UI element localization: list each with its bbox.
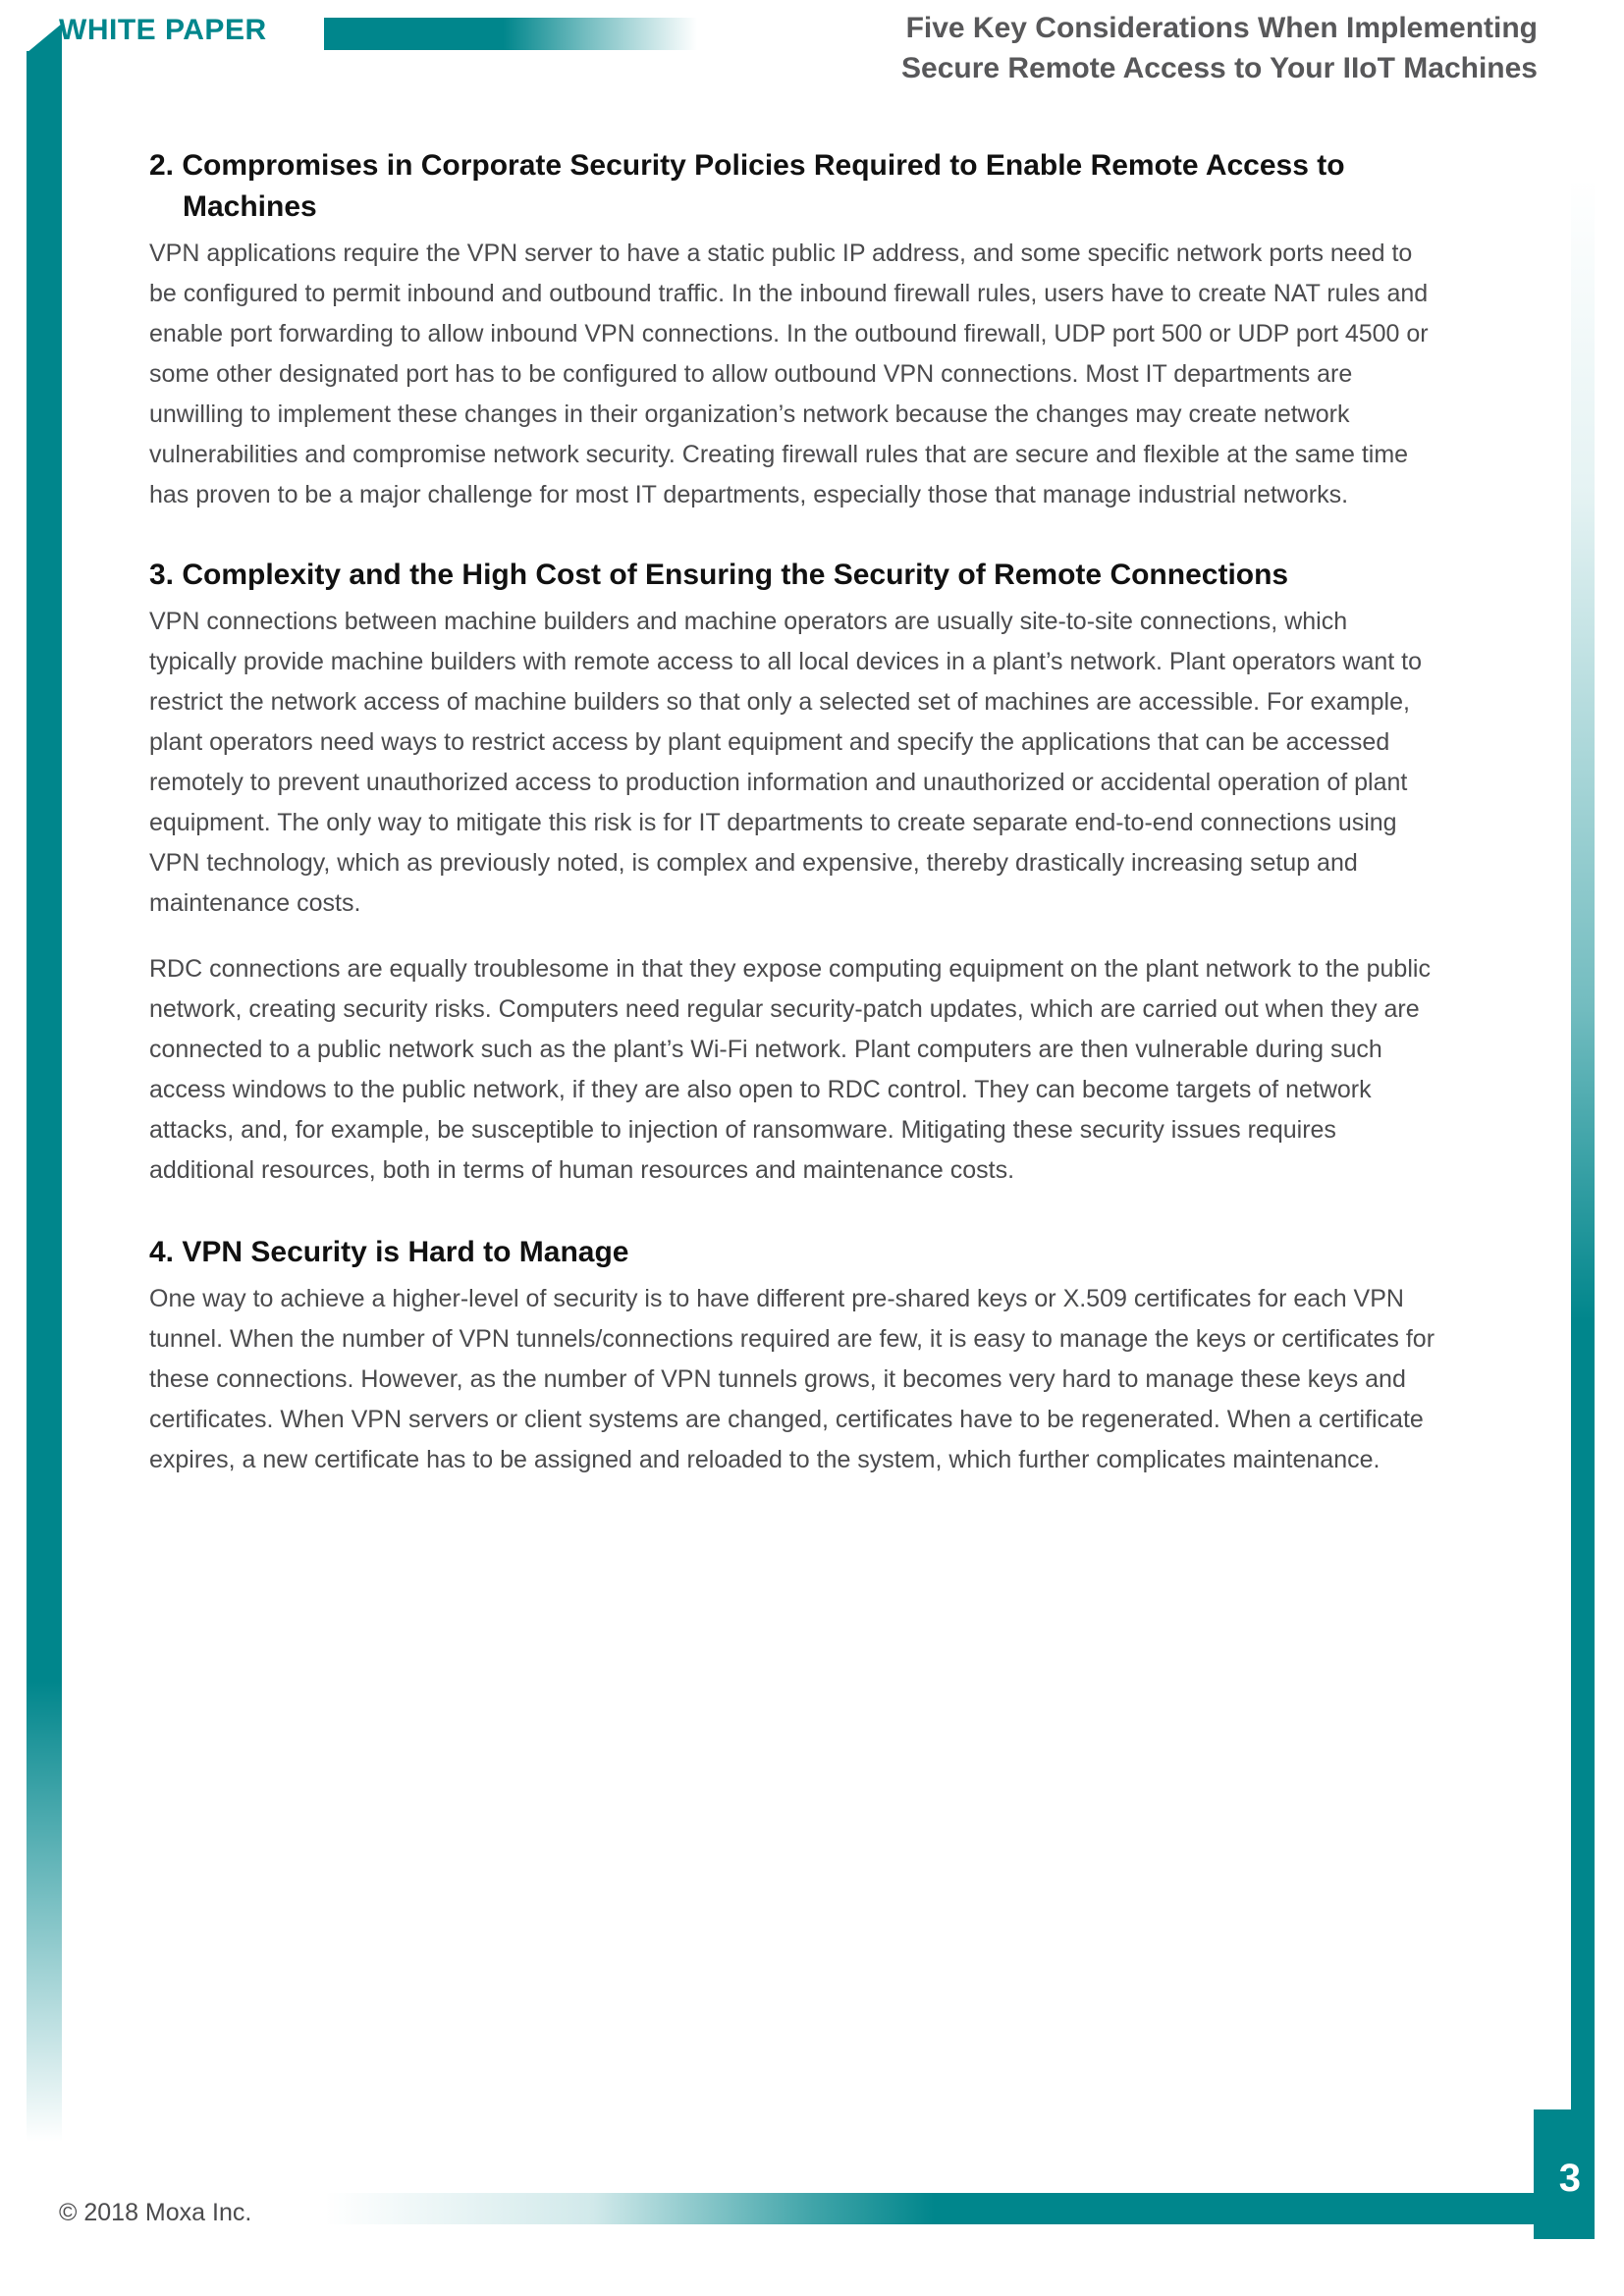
footer-accent-bar [324,2193,1545,2224]
right-accent-bar [1571,177,1595,2150]
section-heading-3: 3. Complexity and the High Cost of Ensuring the Security of Remote Connections [149,559,1289,591]
copyright-text: © 2018 Moxa Inc. [59,2199,252,2226]
white-paper-accent-bar [324,18,697,50]
section-heading-2: 2. Compromises in Corporate Security Policies Required to Enable Remote Access to Machines [149,149,1345,223]
section-heading-4: 4. VPN Security is Hard to Manage [149,1236,629,1268]
page-content [149,145,1467,1506]
document-title [901,8,1538,88]
page-header [0,0,1624,103]
section-3-paragraph-2: RDC connections are equally troublesome in that they expose computing equipment on the plant network to the public network, creating security risks. Computers need regular security-patch updates, which are carried out when they are connected to a public network such as the plant’s Wi-Fi network. Plant computers are then vulnerable during such access windows to the public network, if they are also open to RDC control. They can become targets of network attacks, and, for example, be susceptible to injection of ransomware. Mitigating these security issues requires additional resources, both in terms of human resources and maintenance costs. [149,955,1431,1184]
white-paper-label: WHITE PAPER [59,14,267,46]
left-accent-bar [27,51,62,2142]
left-accent-bar-cap [27,24,62,53]
document-title-line-1: Five Key Considerations When Implementing [905,12,1538,44]
section-4-paragraph-1: One way to achieve a higher-level of security is to have different pre-shared keys or X.509 certificates for each VPN tunnel. When the number of VPN tunnels/connections required are few, it is easy to manage the keys or certificates for these connections. However, as the number of VPN tunnels grows, it becomes very hard to manage these keys and certificates. When VPN servers or client systems are changed, certificates have to be regenerated. When a certificate expires, a new certificate has to be assigned and reloaded to the system, which further complicates maintenance. [149,1285,1435,1473]
section-3-paragraph-1: VPN connections between machine builders and machine operators are usually site-to-site connections, which typically provide machine builders with remote access to all local devices in a plant’s network. Plant operators want to restrict the network access of machine builders so that only a selected set of machines are accessible. For example, plant operators need ways to restrict access by plant equipment and specify the applications that can be accessed remotely to prevent unauthorized access to production information and unauthorized or accidental operation of plant equipment. The only way to mitigate this risk is for IT departments to create separate end-to-end connections using VPN technology, which as previously noted, is complex and expensive, thereby drastically increasing setup and maintenance costs. [149,608,1423,917]
document-title-line-2: Secure Remote Access to Your IIoT Machines [901,52,1538,84]
page-number: 3 [1558,2157,1581,2200]
section-2-paragraph-1: VPN applications require the VPN server to have a static public IP address, and some specific network ports need to be configured to permit inbound and outbound traffic. In the inbound firewall rules, users have to create NAT rules and enable port forwarding to allow inbound VPN connections. In the outbound firewall, UDP port 500 or UDP port 4500 or some other designated port has to be configured to allow outbound VPN connections. Most IT departments are unwilling to implement these changes in their organization’s network because the changes may create network vulnerabilities and compromise network security. Creating firewall rules that are secure and flexible at the same time has proven to be a major challenge for most IT departments, especially those that manage industrial networks. [149,240,1429,508]
